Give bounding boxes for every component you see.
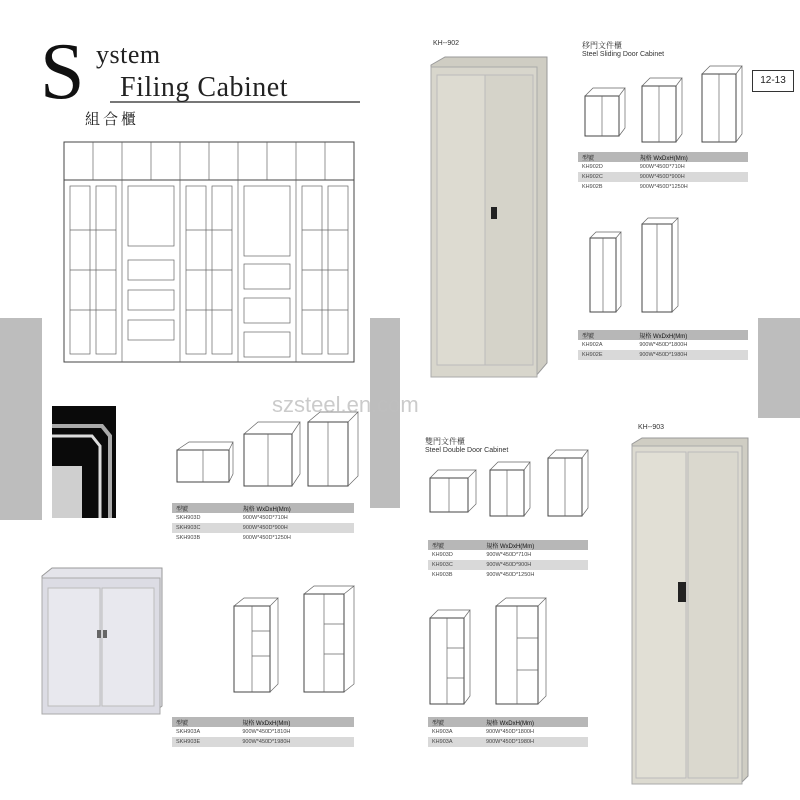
table-cell: 型號 [428, 540, 482, 550]
table-cell: 900W*450D*1980H [238, 737, 354, 747]
double-drawing-903e [494, 596, 549, 708]
table-cell: 規格 WxDxH(Mm) [482, 717, 588, 727]
spec-table-double-bottom [428, 717, 588, 747]
table-cell: SKH903B [176, 535, 201, 541]
double-drawing-903b [546, 448, 591, 520]
table-cell: 900W*450D*900H [482, 560, 588, 570]
sliding-drawing-902e [640, 216, 680, 316]
title-line1: ystem [96, 40, 161, 69]
cabinet-drawing-903a [232, 596, 282, 696]
spec-table-sliding-top [578, 152, 748, 192]
double-drawing-903c [488, 460, 533, 520]
table-cell: 規格 WxDxH(Mm) [636, 152, 748, 162]
spec-table-left-bottom [172, 717, 354, 747]
table-cell: KH903D [432, 552, 453, 558]
table-cell: 900W*450D*1800H [639, 342, 688, 348]
table-cell: 900W*450D*1810H [242, 729, 291, 735]
table-cell: 900W*450D*1250H [639, 184, 688, 190]
watermark: szsteel.en.com [272, 392, 419, 417]
sliding-drawing-902c [640, 76, 685, 146]
spec-table-left-top [172, 503, 354, 543]
table-cell: KH903B [432, 572, 453, 578]
table-cell: 型號 [172, 503, 239, 513]
table-cell: 900W*450D*710H [486, 552, 532, 558]
table-cell: KH903C [428, 560, 482, 570]
table-cell: SKH903D [176, 515, 201, 521]
cabinet-drawing-903e [302, 584, 357, 696]
table-cell: 型號 [578, 152, 636, 162]
table-cell: 900W*450D*710H [639, 164, 685, 170]
table-cell: KH902D [582, 164, 603, 170]
table-cell: 規格 WxDxH(Mm) [635, 330, 748, 340]
table-cell: SKH903A [176, 729, 201, 735]
double-door-chinese: 雙門文件櫃 [425, 437, 465, 446]
double-door-english: Steel Double Door Cabinet [425, 447, 509, 454]
kh902-chinese: 移門文件櫃 [582, 41, 622, 50]
table-cell: SKH903C [172, 523, 239, 533]
table-cell: KH903A [428, 737, 482, 747]
spec-table-sliding-bottom [578, 330, 748, 360]
combination-cabinet-drawing [60, 140, 360, 365]
title-initial: S [40, 28, 85, 116]
table-cell: 規格 WxDxH(Mm) [239, 503, 354, 513]
table-cell: 900W*450D*1250H [486, 572, 535, 578]
closeup-photo [52, 406, 116, 518]
double-drawing-903a [428, 608, 473, 708]
double-drawing-903d [428, 468, 478, 516]
table-cell: 型號 [578, 330, 635, 340]
title-line2: Filing Cabinet [120, 72, 288, 103]
spec-table-double-top [428, 540, 588, 580]
sliding-drawing-902d [583, 86, 628, 141]
table-cell: 900W*450D*1980H [482, 737, 588, 747]
kh902-label: KH--902 [433, 40, 460, 47]
low-cabinet-photo [40, 566, 165, 721]
cabinet-drawing-903d [175, 440, 235, 485]
sliding-drawing-902a [588, 230, 623, 315]
kh903-label: KH--903 [638, 424, 665, 431]
table-cell: 900W*450D*900H [636, 172, 748, 182]
table-cell: KH902C [578, 172, 636, 182]
table-cell: 型號 [428, 717, 482, 727]
table-cell: 型號 [172, 717, 238, 727]
table-cell: KH902A [582, 342, 603, 348]
table-cell: 規格 WxDxH(Mm) [238, 717, 354, 727]
table-cell: 900W*450D*710H [242, 515, 288, 521]
table-cell: KH902E [578, 350, 635, 360]
kh902-cabinet-photo [425, 55, 550, 385]
table-cell: 900W*450D*900H [239, 523, 354, 533]
table-cell: 900W*450D*1980H [635, 350, 748, 360]
left-gray-band [0, 318, 42, 520]
table-cell: SKH903E [172, 737, 238, 747]
sliding-drawing-902b [700, 64, 745, 146]
cabinet-drawing-903b [306, 410, 361, 490]
kh903-cabinet-photo [628, 436, 753, 791]
table-cell: 900W*450D*1800H [485, 729, 534, 735]
title-chinese: 組合櫃 [85, 112, 140, 128]
cabinet-drawing-903c [242, 420, 302, 490]
table-cell: KH902B [582, 184, 603, 190]
table-cell: KH903A [432, 729, 453, 735]
kh902-english: Steel Sliding Door Cabinet [582, 51, 665, 58]
table-cell: 900W*450D*1250H [242, 535, 291, 541]
page-number: 12-13 [752, 70, 794, 92]
right-gray-band [758, 318, 800, 418]
table-cell: 規格 WxDxH(Mm) [482, 540, 588, 550]
